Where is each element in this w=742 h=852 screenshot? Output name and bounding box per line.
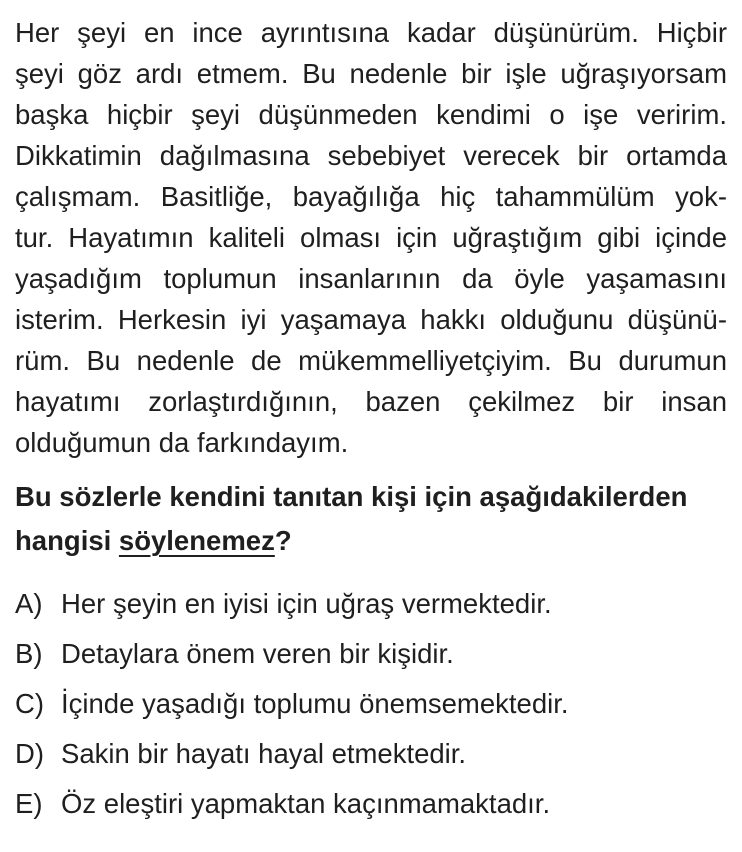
passage-line: Dikkatimin dağılmasına sebebiyet verecek bir ortamda bbox=[15, 140, 727, 171]
passage-line: şeyi göz ardı etmem. Bu nedenle bir işle uğraşıyorsam bbox=[15, 58, 727, 89]
option-letter: D) bbox=[15, 738, 45, 769]
passage-line: hayatımı zorlaştırdığının, bazen çekilmez bir insan bbox=[15, 386, 727, 417]
passage-line: çalışmam. Basitliğe, bayağılığa hiç tahammülüm yok- bbox=[15, 181, 727, 212]
passage-line: rüm. Bu nedenle de mükemmelliyetçiyim. Bu durumun bbox=[15, 345, 727, 376]
passage-line: başka hiçbir şeyi düşünmeden kendimi o işe veririm. bbox=[15, 99, 727, 130]
question-line bbox=[15, 519, 727, 563]
passage-line: yaşadığım toplumun insanlarının da öyle yaşamasını bbox=[15, 263, 727, 294]
option-e[interactable] bbox=[15, 779, 727, 829]
option-text: İçinde yaşadığı toplumu önemsemektedir. bbox=[61, 688, 569, 719]
option-c[interactable] bbox=[15, 679, 727, 729]
passage-line: isterim. Herkesin iyi yaşamaya hakkı olduğunu düşünü- bbox=[15, 304, 727, 335]
answer-options bbox=[15, 579, 727, 829]
option-text: Detaylara önem veren bir kişidir. bbox=[61, 638, 454, 669]
option-letter: C) bbox=[15, 688, 45, 719]
question-page bbox=[15, 0, 727, 829]
option-b[interactable] bbox=[15, 629, 727, 679]
passage-line: olduğumun da farkındayım. bbox=[15, 427, 349, 458]
passage-line: Her şeyi en ince ayrıntısına kadar düşünürüm. Hiçbir bbox=[15, 17, 727, 48]
option-letter: A) bbox=[15, 588, 43, 619]
option-text: Öz eleştiri yapmaktan kaçınmamaktadır. bbox=[61, 788, 551, 819]
question-line: Bu sözlerle kendini tanıtan kişi için aşağıdakilerden bbox=[15, 481, 688, 512]
option-text: Her şeyin en iyisi için uğraş vermektedir. bbox=[61, 588, 552, 619]
question-suffix: ? bbox=[274, 525, 292, 556]
negative-emphasis: söylenemez bbox=[118, 525, 275, 556]
option-a[interactable] bbox=[15, 579, 727, 629]
option-letter: B) bbox=[15, 638, 43, 669]
option-letter: E) bbox=[15, 788, 43, 819]
passage-paragraph bbox=[15, 0, 727, 463]
question-prefix: hangisi bbox=[15, 525, 119, 556]
passage-line: tur. Hayatımın kaliteli olması için uğraştığım gibi içinde bbox=[15, 222, 727, 253]
option-d[interactable] bbox=[15, 729, 727, 779]
question-stem bbox=[15, 475, 727, 563]
option-text: Sakin bir hayatı hayal etmektedir. bbox=[61, 738, 467, 769]
